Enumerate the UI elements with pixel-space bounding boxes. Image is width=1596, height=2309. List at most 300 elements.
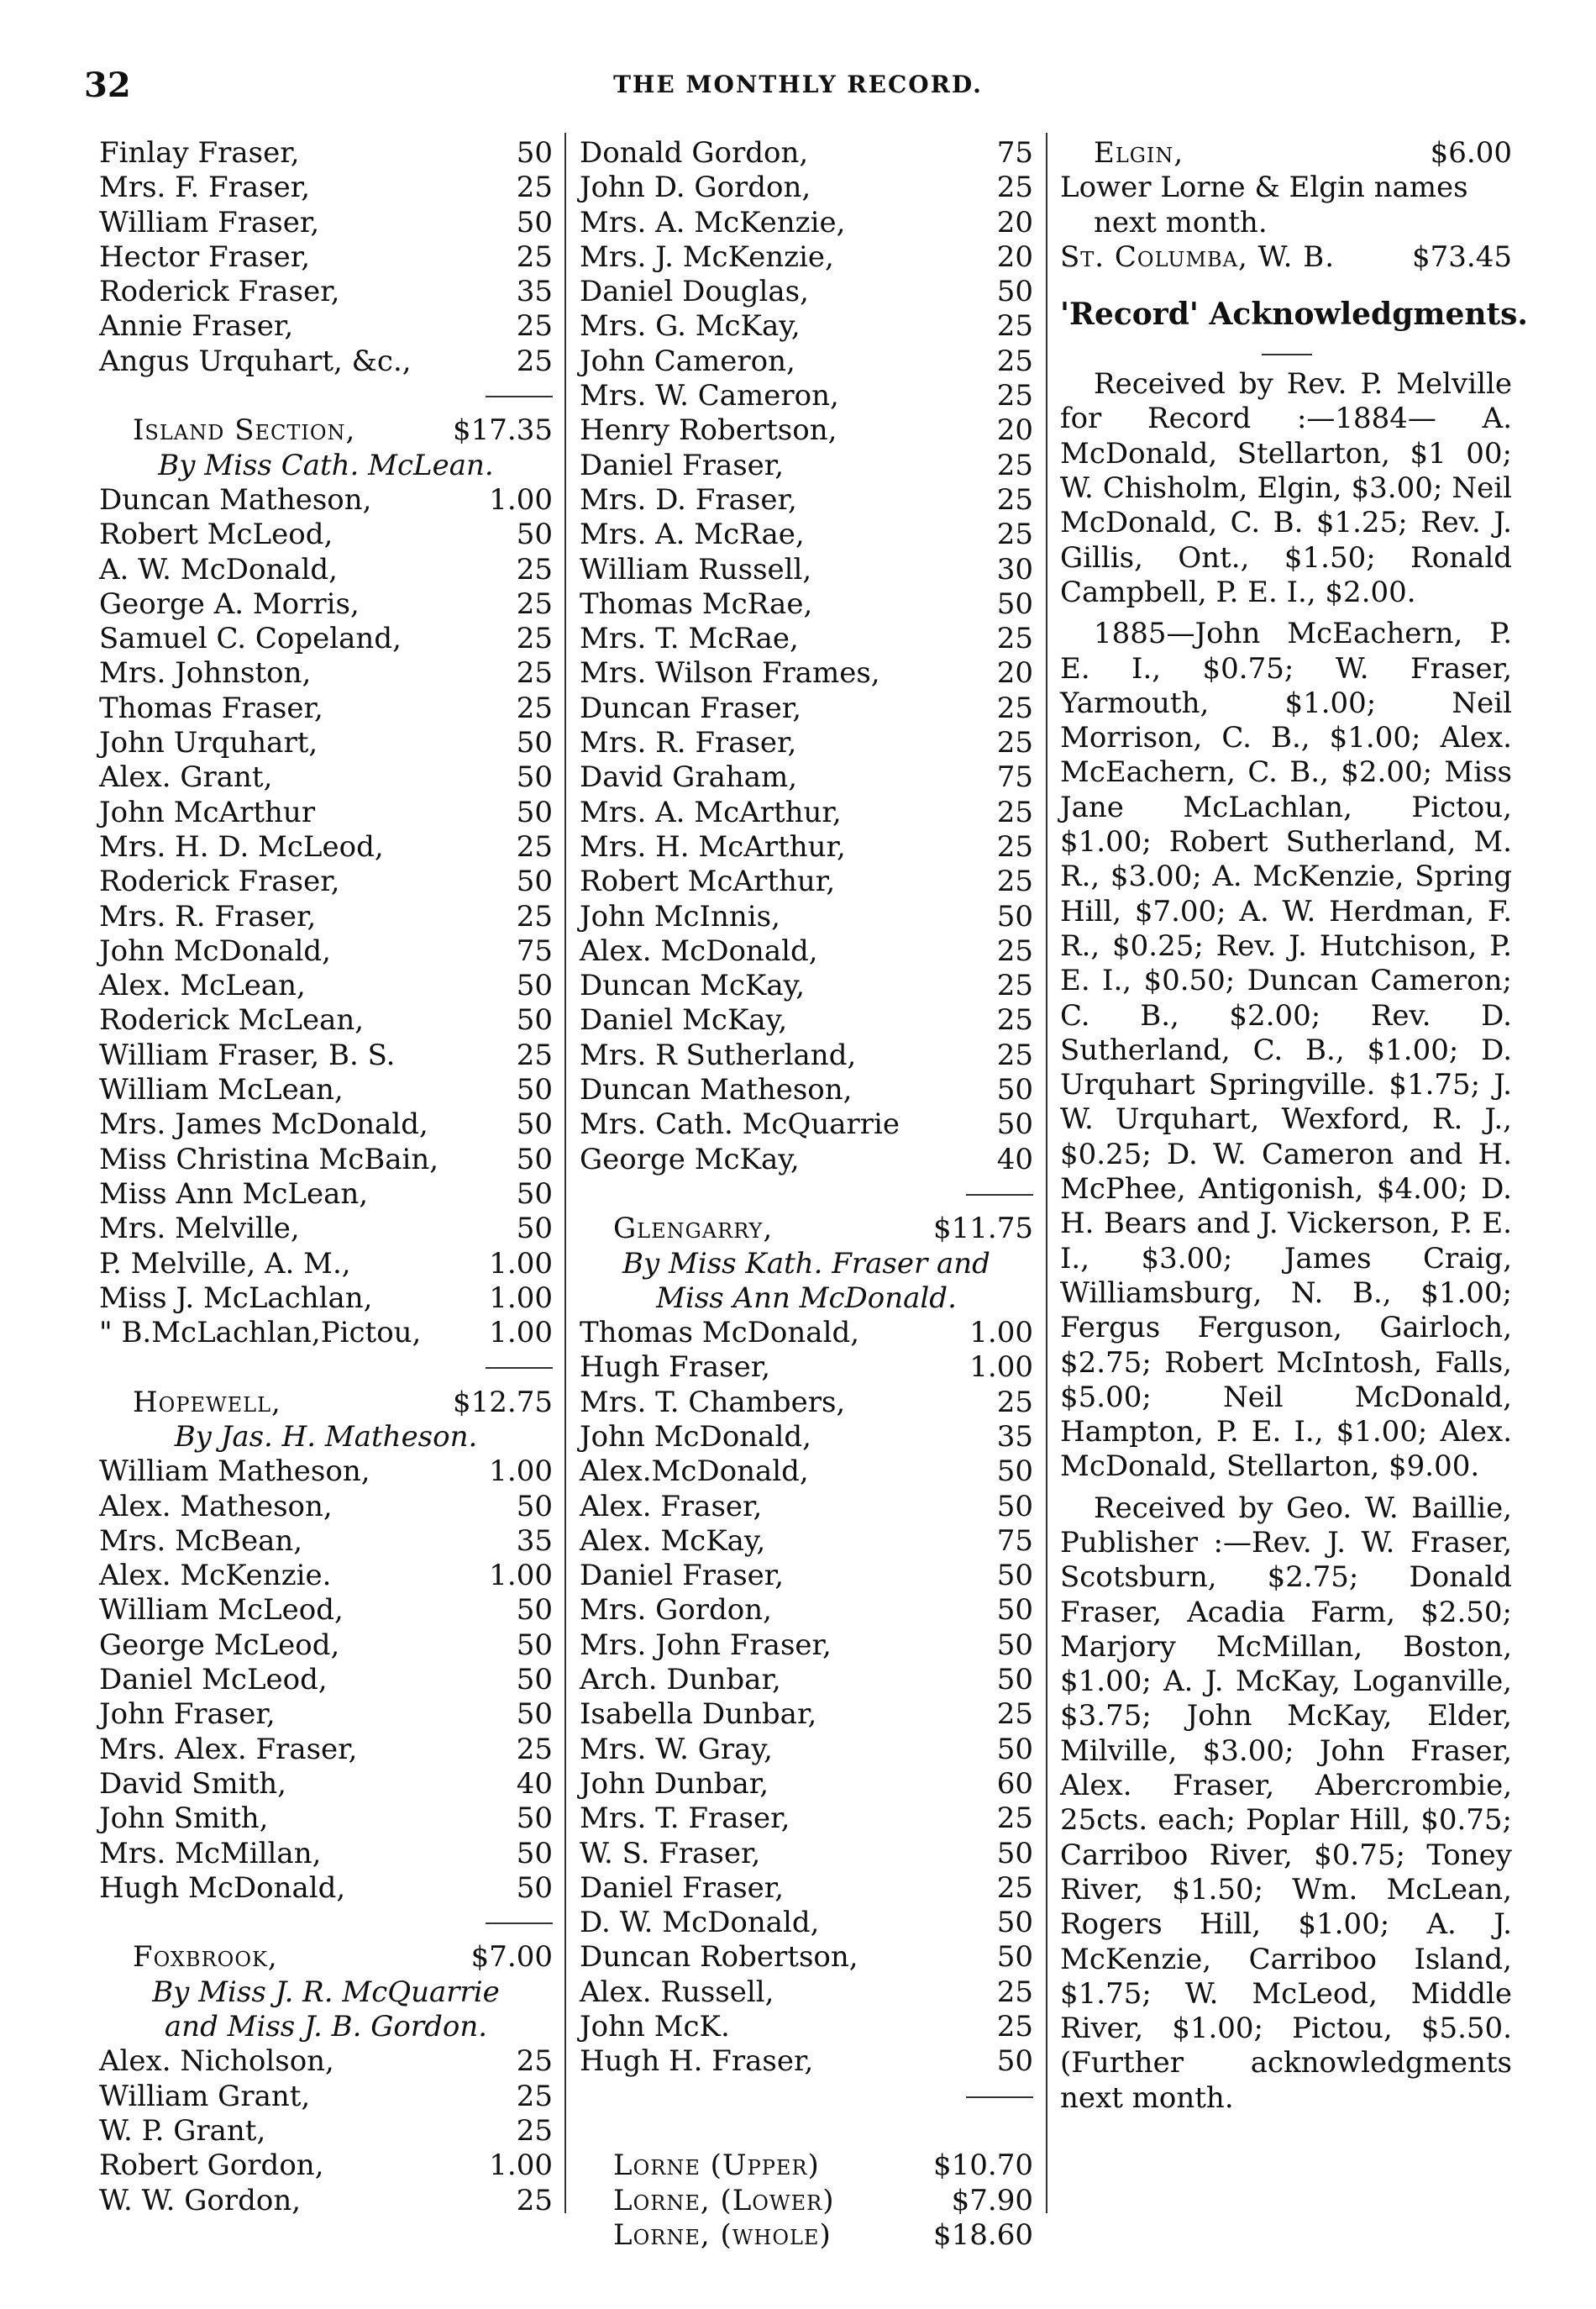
entry-amount: 25 [996,448,1033,482]
entry-name: William McLeod, [99,1593,344,1628]
entry-amount: 25 [996,1038,1033,1072]
list-item [580,656,1033,691]
entry-name: Mrs. R Sutherland, [580,1038,857,1072]
entry-name: John McArthur [99,795,316,829]
entry-name: Mrs. T. McRae, [580,622,799,656]
entry-amount: 25 [996,379,1033,413]
list-item [99,1281,553,1316]
section-name: Foxbrook, [133,1940,278,1975]
list-item [99,1107,553,1142]
list-item [580,1697,1033,1732]
entry-name: Hugh McDonald, [99,1870,346,1905]
entry-amount: 25 [996,969,1033,1003]
list-item [613,2184,1033,2218]
entry-name: W. S. Fraser, [580,1836,761,1870]
entry-name: John Dunbar, [580,1766,769,1801]
entry-name: John McDonald, [580,1419,811,1454]
entry-amount: 35 [516,1523,553,1558]
list-item [580,622,1033,656]
entry-amount: 50 [516,760,553,795]
entry-name: Roderick Fraser, [99,275,340,309]
list-item [99,865,553,899]
entry-amount: 25 [516,1038,553,1072]
column-2 [580,136,1033,2253]
section-heading [99,413,553,448]
entry-amount: 1.00 [969,1350,1033,1385]
entry-name: Hector Fraser, [99,239,311,274]
entry-name: Duncan Fraser, [580,691,802,725]
entry-name: Mrs. A. McRae, [580,518,805,552]
entry-name: Lorne, (Lower) [613,2183,835,2217]
list-item [580,587,1033,622]
list-item [580,1073,1033,1107]
entry-name: Mrs. Gordon, [580,1593,772,1628]
entry-amount: 50 [996,899,1033,934]
entry-name: Mrs. W. Cameron, [580,379,839,413]
entry-name: John Urquhart, [99,726,318,760]
entry-amount: 50 [516,1107,553,1142]
entry-name: William McLean, [99,1073,344,1107]
elgin-line: Elgin, $6.00 [1094,136,1512,170]
entry-name: Miss Christina McBain, [99,1142,439,1176]
list-item [580,1386,1033,1420]
list-item [580,2044,1033,2079]
list-item [580,1420,1033,1454]
entry-amount: 50 [996,1663,1033,1697]
entry-name: Duncan Matheson, [580,1073,853,1107]
list-item [580,1003,1033,1038]
entry-amount: 25 [996,1385,1033,1419]
entry-name: Mrs. Alex. Fraser, [99,1732,358,1766]
entry-name: Roderick Fraser, [99,865,340,899]
list-item [580,1490,1033,1524]
list-item [580,830,1033,865]
entry-amount: 50 [516,1628,553,1662]
entry-amount: 35 [996,1419,1033,1454]
entry-name: Alex.McDonald, [580,1454,809,1489]
entry-amount: 50 [996,1906,1033,1940]
list-item [99,900,553,934]
entry-name: Mrs. McMillan, [99,1836,322,1870]
list-item [580,1107,1033,1142]
section-divider [99,1906,553,1940]
section-total: $7.00 [470,1940,553,1975]
entry-name: William Matheson, [99,1454,370,1489]
entry-name: Mrs. John Fraser, [580,1628,832,1662]
entry-amount: 50 [516,1870,553,1905]
entry-amount: 50 [996,586,1033,621]
entry-name: Roderick McLean, [99,1003,365,1038]
list-item [580,2010,1033,2044]
entry-amount: 1.00 [489,1281,553,1315]
entry-amount: 25 [996,795,1033,829]
list-item [99,2114,553,2149]
collector-line: By Jas. H. Matheson. [174,1419,478,1454]
list-item [580,1906,1033,1940]
list-item [580,1350,1033,1385]
entry-name: John McK. [580,2010,730,2044]
list-item [99,1039,553,1073]
list-item [99,692,553,726]
list-item [99,1801,553,1836]
list-item [99,309,553,344]
entry-amount: 25 [516,552,553,586]
entry-name: Mrs. James McDonald, [99,1107,428,1142]
list-item [580,275,1033,309]
entry-name: Alex. McKay, [580,1523,766,1558]
entry-name: David Graham, [580,760,798,795]
list-item [580,1663,1033,1697]
entry-amount: 50 [996,1107,1033,1142]
list-item [580,1871,1033,1906]
entry-name: " B.McLachlan,Pictou, [99,1316,422,1350]
entry-name: George McKay, [580,1142,800,1176]
entry-amount: 25 [996,622,1033,656]
list-item [580,1316,1033,1350]
entry-name: Mrs. Wilson Frames, [580,656,880,691]
entry-name: Alex. McLean, [99,969,306,1003]
collector-line: and Miss J. B. Gordon. [164,2010,488,2044]
entry-amount: 50 [996,1559,1033,1593]
entry-amount: 25 [516,239,553,274]
entry-name: Thomas Fraser, [99,691,323,725]
list-item [99,206,553,240]
entry-name: Robert McArthur, [580,865,836,899]
entry-name: Duncan Robertson, [580,1940,858,1975]
list-item [99,483,553,518]
entry-name: Thomas McDonald, [580,1316,860,1350]
entry-name: Alex. McKenzie. [99,1559,332,1593]
entry-name: William Russell, [580,552,812,586]
entry-amount: 50 [996,275,1033,309]
entry-name: Alex. Russell, [580,1975,774,2009]
entry-amount: 1.00 [489,1316,553,1350]
list-item [580,796,1033,830]
entry-name: Angus Urquhart, &c., [99,344,412,378]
column-divider [1046,133,1047,2213]
entry-amount: 25 [996,344,1033,378]
note-line: next month. [1094,205,1268,239]
list-item [580,309,1033,344]
list-item [99,1177,553,1212]
collector-line: By Miss J. R. McQuarrie [152,1975,500,2009]
entry-amount: 50 [516,969,553,1003]
entry-name: John Fraser, [99,1697,276,1732]
entry-name: A. W. McDonald, [99,552,338,586]
list-item [99,518,553,552]
entry-amount: 75 [996,1523,1033,1558]
list-item [580,449,1033,483]
entry-name: Henry Robertson, [580,413,837,448]
collector-line: Miss Ann McDonald. [656,1281,957,1315]
entry-amount: 50 [516,1836,553,1870]
list-item [99,1073,553,1107]
entry-amount: 50 [516,795,553,829]
entry-name: Daniel Fraser, [580,1559,785,1593]
section-divider [580,1177,1033,1212]
column-divider [564,133,566,2213]
entry-amount: 35 [516,275,553,309]
entry-name: Arch. Dunbar, [580,1663,781,1697]
collector-line: By Miss Cath. McLean. [158,448,494,482]
entry-name: Donald Gordon, [580,136,809,170]
entry-name: Lorne, (whole) [613,2217,832,2252]
acknowledgment-paragraph: 1885—John McEachern, P. E. I., $0.75; W. Fraser, Yarmouth, $1.00; Neil Morrison, C. B., $1.00; Alex. McEachern, C. B., $2.00; Miss Jane McLachlan, Pictou, $1.00; Robert Sutherland, M. R., $3.00; A. McKenzie, Spring Hill, $7.00; A. W. Herdman, F. R., $0.25; Rev. J. Hutchison, P. E. I., $0.50; Duncan Cameron; C. B., $2.00; Rev. D. Sutherland, C. B., $1.00; D. Urquhart Springville. $1.75; J. W. Urquhart, Wexford, R. J., $0.25; D. W. Cameron and H. McPhee, Antigonish, $4.00; D. H. Bears and J. Vickerson, P. E. I., $3.00; James Craig, Williamsburg, N. B., $1.00; Fergus Ferguson, Gairloch, $2.75; Robert McIntosh, Falls, $5.00; Neil McDonald, Hampton, P. E. I., $1.00; Alex. McDonald, Stellarton, $9.00. [1060,617,1512,1484]
entry-amount: 50 [516,205,553,239]
entry-name: Robert McLeod, [99,518,333,552]
entry-name: John Smith, [99,1801,269,1836]
list-item [580,518,1033,552]
list-item [580,1733,1033,1767]
entry-amount: 50 [996,1073,1033,1107]
section-heading [580,1212,1033,1246]
list-item [580,969,1033,1003]
list-item [99,587,553,622]
entry-amount: 25 [996,2010,1033,2044]
entry-amount: 25 [996,1870,1033,1905]
section-total: $17.35 [453,413,553,448]
list-item [580,171,1033,205]
list-item [99,1316,553,1350]
list-item [99,1628,553,1663]
entry-amount: 30 [996,552,1033,586]
entry-amount: 25 [516,656,553,691]
entry-amount: 50 [516,518,553,552]
entry-name: George A. Morris, [99,586,360,621]
entry-amount: 1.00 [489,482,553,517]
entry-amount: 25 [516,171,553,205]
list-item [99,1559,553,1593]
entry-amount: 50 [516,1212,553,1246]
list-item [580,1039,1033,1073]
entry-amount: 25 [516,899,553,934]
list-item [580,1143,1033,1177]
list-item [580,206,1033,240]
section-name: Island Section, [133,413,356,448]
list-item [99,656,553,691]
entry-name: Mrs. H. D. McLeod, [99,829,384,864]
entry-name: Alex. Nicholson, [99,2044,334,2079]
entry-amount: $10.70 [933,2149,1033,2183]
list-item [580,934,1033,969]
entry-name: George McLeod, [99,1628,340,1662]
section-divider [99,379,553,413]
entry-amount: 25 [516,586,553,621]
entry-amount: 1.00 [489,1454,553,1489]
entry-name: John McDonald, [99,934,331,968]
list-item [99,1454,553,1489]
entry-amount: 20 [996,413,1033,448]
entry-name: Alex. Fraser, [580,1489,763,1523]
section-heading [99,1386,553,1420]
entry-amount: 25 [516,2079,553,2113]
list-item [580,900,1033,934]
entry-amount: 50 [516,1697,553,1732]
entry-name: Mrs. T. Chambers, [580,1385,846,1419]
entry-amount: 25 [516,622,553,656]
entry-amount: 50 [996,1489,1033,1523]
list-item [99,2044,553,2079]
entry-amount: 25 [996,829,1033,864]
list-item [580,136,1033,171]
list-item [580,760,1033,795]
list-item [99,760,553,795]
title-divider [1060,342,1512,367]
list-item [580,553,1033,587]
entry-amount: 25 [996,171,1033,205]
list-item [580,1628,1033,1663]
entry-amount: 25 [516,309,553,344]
entry-name: David Smith, [99,1766,286,1801]
entry-name: Mrs. F. Fraser, [99,171,311,205]
entry-name: Miss J. McLachlan, [99,1281,373,1315]
entry-name: Mrs. D. Fraser, [580,482,797,517]
entry-amount: $18.60 [933,2217,1033,2252]
list-item [99,934,553,969]
entry-amount: 50 [516,865,553,899]
entry-name: Daniel Fraser, [580,1870,785,1905]
entry-amount: 50 [996,1940,1033,1975]
entry-name: Alex. Grant, [99,760,273,795]
list-item [99,726,553,760]
entry-amount: 25 [516,2113,553,2148]
entry-name: John McInnis, [580,899,780,934]
entry-amount: 50 [516,1593,553,1628]
entry-amount: 25 [516,691,553,725]
entry-name: Miss Ann McLean, [99,1176,369,1211]
entry-amount: 75 [996,760,1033,795]
list-item [99,969,553,1003]
entry-amount: 50 [516,1663,553,1697]
list-item [580,1940,1033,1975]
entry-name: Mrs. R. Fraser, [99,899,317,934]
list-item [99,1490,553,1524]
list-item [99,1837,553,1871]
entry-amount: 50 [516,1801,553,1836]
column-3 [1060,136,1528,2116]
entry-name: Daniel McKay, [580,1003,788,1038]
entry-name: Thomas McRae, [580,586,813,621]
entry-name: Hugh Fraser, [580,1350,771,1385]
collector-line: By Miss Kath. Fraser and [622,1246,990,1281]
entry-amount: 50 [996,2044,1033,2079]
entry-name: Isabella Dunbar, [580,1697,817,1732]
list-item [99,1871,553,1906]
list-item [580,865,1033,899]
section-name: Hopewell, [133,1385,281,1419]
section-total: $11.75 [933,1212,1033,1246]
list-item [99,240,553,275]
list-item [99,1143,553,1177]
list-item [99,1697,553,1732]
list-item [99,1247,553,1281]
entry-amount: $7.90 [951,2183,1033,2217]
entry-name: D. W. McDonald, [580,1906,820,1940]
list-item [99,345,553,379]
note-line: Lower Lorne & Elgin names [1060,171,1468,205]
list-item [580,379,1033,413]
list-item [99,2080,553,2114]
entry-name: Robert Gordon, [99,2149,324,2183]
entry-name: William Fraser, B. S. [99,1038,396,1072]
entry-amount: 60 [996,1766,1033,1801]
entry-amount: 25 [996,518,1033,552]
list-item [99,1767,553,1801]
entry-name: Lorne (Upper) [613,2149,820,2183]
entry-amount: 20 [996,656,1033,691]
entry-amount: 1.00 [969,1316,1033,1350]
entry-amount: 40 [516,1766,553,1801]
column-1 [99,136,553,2218]
entry-amount: 50 [516,1489,553,1523]
entry-amount: 50 [516,1142,553,1176]
entry-amount: 25 [516,2044,553,2079]
entry-name: Mrs. Melville, [99,1212,300,1246]
entry-amount: 25 [996,726,1033,760]
list-item [613,2149,1033,2183]
entry-amount: 25 [996,934,1033,968]
section-total: $12.75 [453,1385,553,1419]
entry-name: P. Melville, A. M., [99,1246,351,1281]
entry-name: William Fraser, [99,205,320,239]
list-item [99,1524,553,1559]
entry-name: Mrs. G. McKay, [580,309,801,344]
list-item [580,345,1033,379]
list-item [580,1801,1033,1836]
section-heading [99,1940,553,1975]
entry-amount: 25 [516,1732,553,1766]
list-item [99,171,553,205]
entry-amount: 50 [516,726,553,760]
entry-amount: 25 [996,309,1033,344]
list-item [580,240,1033,275]
running-title: THE MONTHLY RECORD. [613,71,983,98]
list-item [580,1975,1033,2010]
acknowledgments-title: 'Record' Acknowledgments. [1060,297,1528,333]
list-item [99,1003,553,1038]
entry-amount: 50 [996,1628,1033,1662]
entry-name: Mrs. J. McKenzie, [580,239,834,274]
section-divider [580,2080,1033,2114]
list-item [99,2184,553,2218]
entry-name: Mrs. A. McArthur, [580,795,842,829]
list-item [580,1767,1033,1801]
entry-amount: 1.00 [489,1559,553,1593]
list-item [99,830,553,865]
list-item [99,136,553,171]
list-item [99,553,553,587]
list-item [580,1837,1033,1871]
entry-amount: 25 [996,1975,1033,2009]
acknowledgment-paragraph: Received by Geo. W. Baillie, Publisher :—Rev. J. W. Fraser, Scotsburn, $2.75; Donald Fraser, Acadia Farm, $2.50; Marjory McMillan, Boston, $1.00; A. J. McKay, Loganville, $3.75; John McKay, Elder, Milville, $3.00; John Fraser, Alex. Fraser, Abercrombie, 25cts. each; Poplar Hill, $0.75; Carriboo River, $0.75; Toney River, $1.50; Wm. McLean, Rogers Hill, $1.00; A. J. McKenzie, Carriboo Island, $1.75; W. McLeod, Middle River, $1.00; Pictou, $5.50. (Further acknowledgments next month. [1060,1491,1512,2115]
entry-name: Daniel Douglas, [580,275,809,309]
entry-name: Mrs. Johnston, [99,656,312,691]
entry-name: Mrs. McBean, [99,1523,303,1558]
entry-name: W. W. Gordon, [99,2183,302,2217]
list-item [99,1733,553,1767]
list-item [99,275,553,309]
entry-name: Mrs. R. Fraser, [580,726,797,760]
list-item [580,1559,1033,1593]
list-item [99,1663,553,1697]
entry-amount: 50 [516,136,553,170]
st-columba-line: St. Columba, W. B. $73.45 [1060,239,1512,274]
entry-amount: 25 [516,344,553,378]
entry-name: John D. Gordon, [580,171,811,205]
list-item [580,1593,1033,1628]
entry-name: Mrs. Cath. McQuarrie [580,1107,900,1142]
list-item [99,1593,553,1628]
